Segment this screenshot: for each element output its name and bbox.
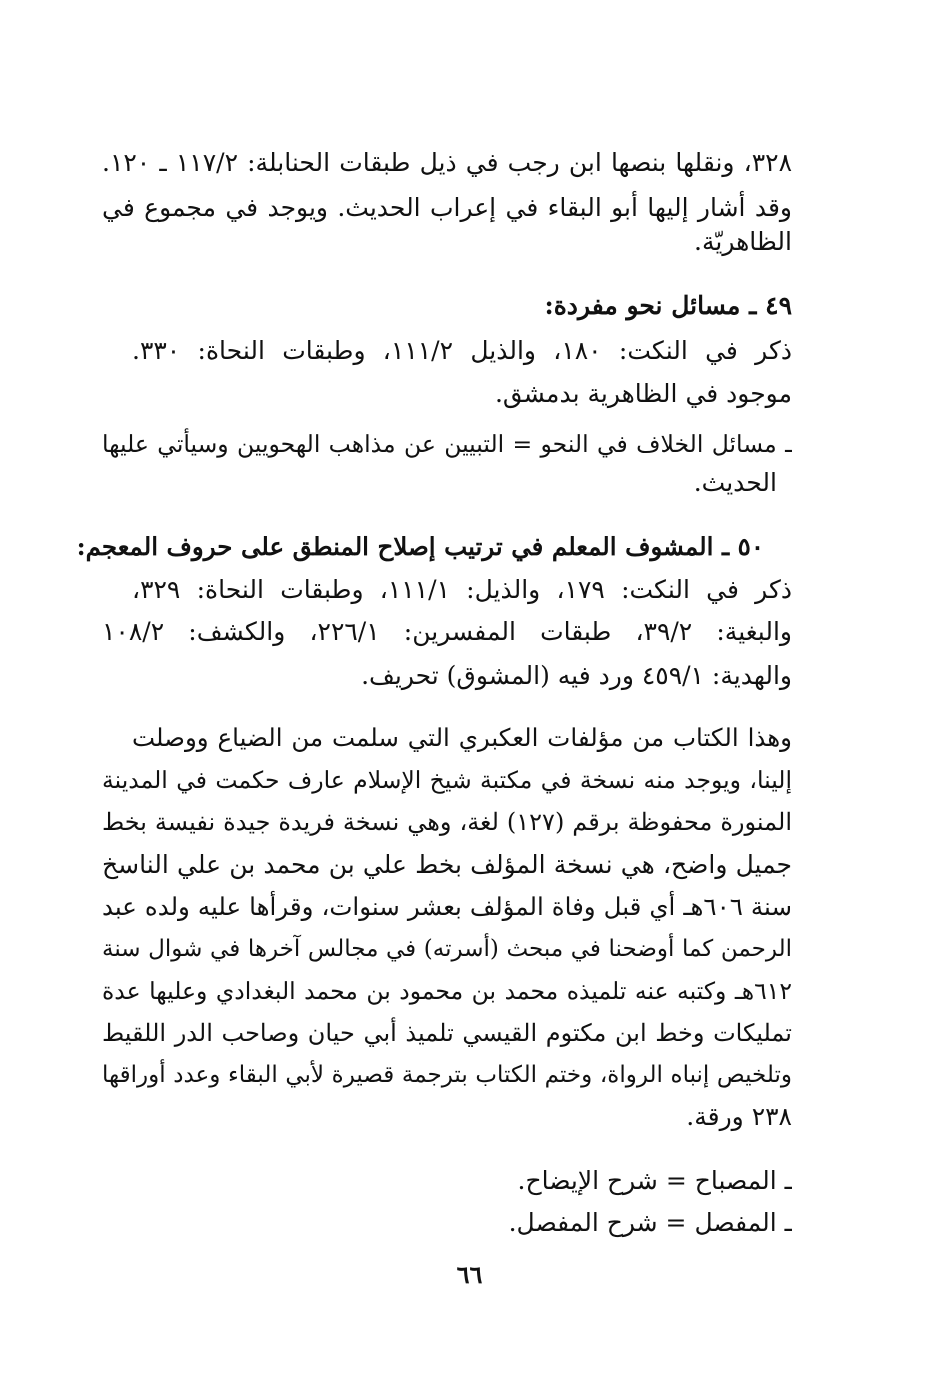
text-line: والبغية: ٣٩/٢، طبقات المفسرين: ٢٢٦/١، والكشف: ١٠٨/٢ [102,617,792,646]
text-line: الحديث. [693,468,777,497]
text-line: ٣٢٨، ونقلها بنصها ابن رجب في ذيل طبقات الحنابلة: ١١٧/٢ ـ ١٢٠. [102,148,792,177]
text-line: وتلخيص إنباه الرواة، وختم الكتاب بترجمة قصيرة لأبي البقاء وعدد أوراقها [102,1062,792,1088]
page-number: ٦٦ [456,1260,483,1289]
text-line: تمليكات وخط ابن مكتوم القيسي تلميذ أبي حيان وصاحب الدر اللقيط [102,1019,792,1047]
text-line: موجود في الظاهرية بدمشق. [494,379,792,408]
text-line: ٢٣٨ ورقة. [686,1102,792,1131]
text-line: ذكر في النكت: ١٧٩، والذيل: ١١١/١، وطبقات النحاة: ٣٢٩، [132,575,792,604]
text-line: ذكر في النكت: ١٨٠، والذيل ١١١/٢، وطبقات النحاة: ٣٣٠. [132,336,792,365]
entry-heading: ٥٠ ـ المشوف المعلم في ترتيب إصلاح المنطق على حروف المعجم: [76,532,764,561]
cross-reference-line: ـ مسائل الخلاف في النحو = التبيين عن مذاهب الهحويين وسيأتي عليها [102,430,792,458]
text-line: والهدية: ٤٥٩/١ ورد فيه (المشوق) تحريف. [361,661,792,690]
text-line: إلينا، ويوجد منه نسخة في مكتبة شيخ الإسلام عارف حكمت في المدينة [102,766,792,794]
entry-heading: ٤٩ ـ مسائل نحو مفردة: [544,291,792,320]
text-line: ٦١٢هـ وكتبه عنه تلميذه محمد بن محمود بن محمد البغدادي وعليها عدة [102,977,792,1005]
text-line: وقد أشار إليها أبو البقاء في إعراب الحديث. ويوجد في مجموع في [102,193,792,222]
text-line: وهذا الكتاب من مؤلفات العكبري التي سلمت من الضياع ووصلت [132,723,792,752]
cross-reference-line: ـ المفصل = شرح المفصل. [508,1208,792,1237]
text-line: سنة ٦٠٦هـ أي قبل وفاة المؤلف بعشر سنوات، وقرأها عليه ولده عبد [102,892,792,921]
cross-reference-line: ـ المصباح = شرح الإيضاح. [517,1166,792,1195]
text-line: الرحمن كما أوضحنا في مبحث (أسرته) في مجالس آخرها في شوال سنة [102,936,792,962]
text-line: جميل واضح، هي نسخة المؤلف بخط علي بن محمد بن علي الناسخ [102,850,792,879]
text-line: الظاهريّة. [694,227,792,256]
text-line: المنورة محفوظة برقم (١٢٧) لغة، وهي نسخة فريدة جيدة نفيسة بخط [102,808,792,836]
